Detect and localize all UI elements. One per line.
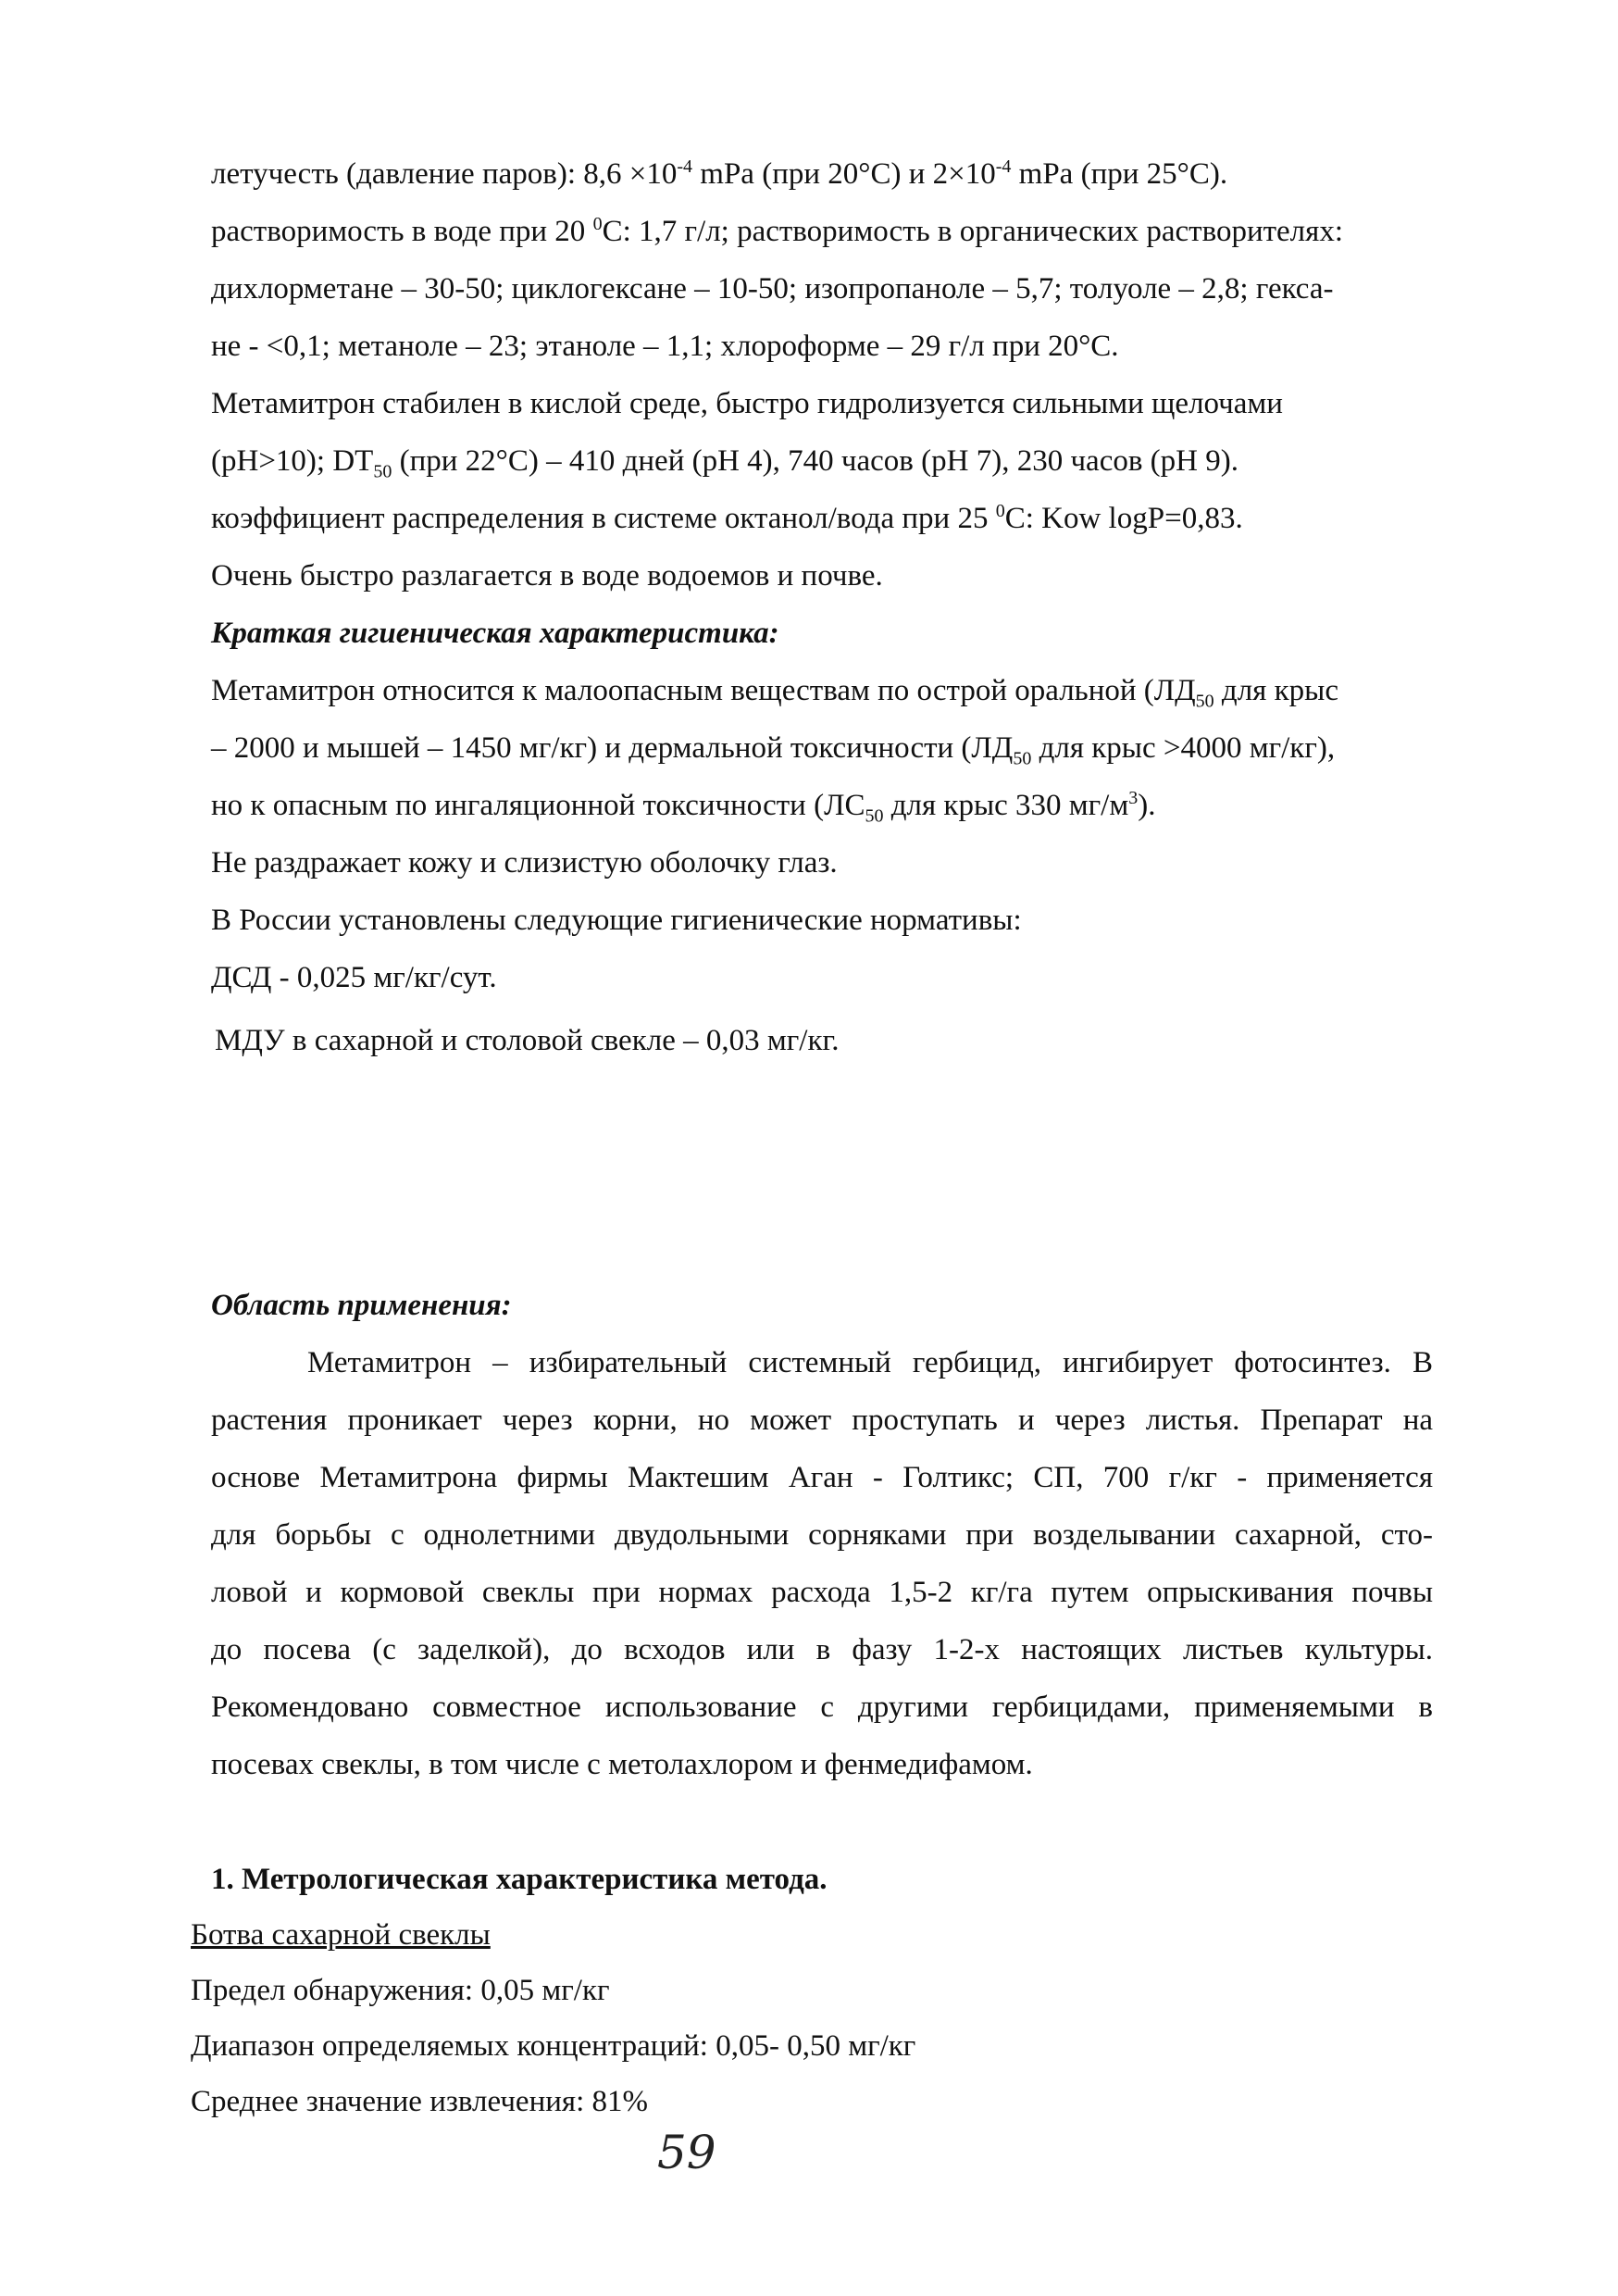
application-line-4: для борьбы с однолетними двудольными сорняками при возделывании сахарной, сто-	[211, 1518, 1433, 1552]
volatility-text-end: mPa (при 25°С).	[1011, 157, 1228, 191]
solubility-line	[211, 213, 1343, 250]
stability-text: (рН>10); DT	[211, 444, 374, 478]
toxicity-text: – 2000 и мышей – 1450 мг/кг) и дермальной токсичности (ЛД	[211, 731, 1014, 765]
degree-mark: 0	[995, 501, 1005, 521]
toxicity-text-mid: для крыс 330 мг/м	[883, 789, 1129, 822]
degradation-line: Очень быстро разлагается в воде водоемов и почве.	[211, 559, 883, 593]
application-line-6: до посева (с заделкой), до всходов или в фазу 1-2-х настоящих листьев культуры.	[211, 1633, 1433, 1666]
metrology-heading: 1. Метрологическая характеристика метода.	[211, 1863, 828, 1896]
toxicity-text: но к опасным по ингаляционной токсичности (ЛС	[211, 789, 865, 822]
lc50-subscript: 50	[865, 805, 884, 827]
application-line-7: Рекомендовано совместное использование с другими гербицидами, применяемыми в	[211, 1691, 1433, 1724]
degree-mark: 0	[592, 214, 603, 234]
solvents-line-2: не - <0,1; метаноле – 23; этаноле – 1,1; хлороформе – 29 г/л при 20°С.	[211, 330, 1119, 363]
stability-line-2	[211, 443, 1238, 480]
toxicity-text-end: для крыс	[1214, 674, 1338, 707]
application-line-1: Метамитрон – избирательный системный гербицид, ингибирует фотосинтез. В	[307, 1346, 1433, 1379]
detection-limit-line: Предел обнаружения: 0,05 мг/кг	[191, 1974, 610, 2007]
dt50-subscript: 50	[373, 461, 392, 482]
partition-text-end: С: Kow logP=0,83.	[1004, 502, 1243, 535]
toxicity-line-2	[211, 730, 1335, 767]
recovery-line: Среднее значение извлечения: 81%	[191, 2085, 648, 2118]
solvents-line-1: дихлорметане – 30-50; циклогексане – 10-50; изопропаноле – 5,7; толуоле – 2,8; гекса-	[211, 272, 1334, 306]
application-line-2: растения проникает через корни, но может проступать и через листья. Препарат на	[211, 1404, 1433, 1437]
range-line: Диапазон определяемых концентраций: 0,05- 0,50 мг/кг	[191, 2029, 916, 2063]
ld50-subscript: 50	[1013, 748, 1032, 769]
cubic-superscript: 3	[1128, 788, 1139, 808]
ld50-subscript: 50	[1195, 691, 1214, 712]
solubility-text-end: С: 1,7 г/л; растворимость в органических растворителях:	[602, 215, 1343, 248]
volatility-line	[211, 156, 1227, 193]
toxicity-text-end: для крыс >4000 мг/кг),	[1031, 731, 1336, 765]
stability-line-1: Метамитрон стабилен в кислой среде, быстро гидролизуется сильными щелочами	[211, 387, 1283, 420]
volatility-exponent-2: -4	[995, 156, 1012, 177]
application-line-5: ловой и кормовой свеклы при нормах расхода 1,5-2 кг/га путем опрыскивания почвы	[211, 1576, 1433, 1609]
toxicity-line-1	[211, 672, 1338, 712]
volatility-text-mid: mPa (при 20°С) и 2×10	[692, 157, 996, 191]
irritation-line: Не раздражает кожу и слизистую оболочку глаз.	[211, 846, 838, 880]
toxicity-text: Метамитрон относится к малоопасным веществам по острой оральной (ЛД	[211, 674, 1196, 707]
toxicity-line-3	[211, 787, 1156, 827]
hygiene-heading: Краткая гигиеническая характеристика:	[211, 617, 779, 650]
metrology-subheading: Ботва сахарной свеклы	[191, 1918, 491, 1952]
mdu-line: МДУ в сахарной и столовой свекле – 0,03 мг/кг.	[215, 1024, 840, 1057]
stability-text-end: (при 22°С) – 410 дней (рН 4), 740 часов (рН 7), 230 часов (рН 9).	[392, 444, 1238, 478]
norms-intro-line: В России установлены следующие гигиенические нормативы:	[211, 904, 1022, 937]
page-number: 59	[657, 2126, 716, 2179]
partition-text: коэффициент распределения в системе октанол/вода при 25	[211, 502, 996, 535]
application-heading: Область применения:	[211, 1289, 512, 1322]
volatility-text: летучесть (давление паров): 8,6 ×10	[211, 157, 678, 191]
solubility-text: растворимость в воде при 20	[211, 215, 593, 248]
toxicity-text-end: ).	[1138, 789, 1156, 822]
volatility-exponent: -4	[677, 156, 693, 177]
application-line-3: основе Метамитрона фирмы Мактешим Аган - Голтикс; СП, 700 г/кг - применяется	[211, 1461, 1433, 1494]
application-line-8: посевах свеклы, в том числе с метолахлором и фенмедифамом.	[211, 1748, 1033, 1781]
partition-line	[211, 500, 1243, 537]
dsd-line: ДСД - 0,025 мг/кг/сут.	[211, 961, 497, 994]
